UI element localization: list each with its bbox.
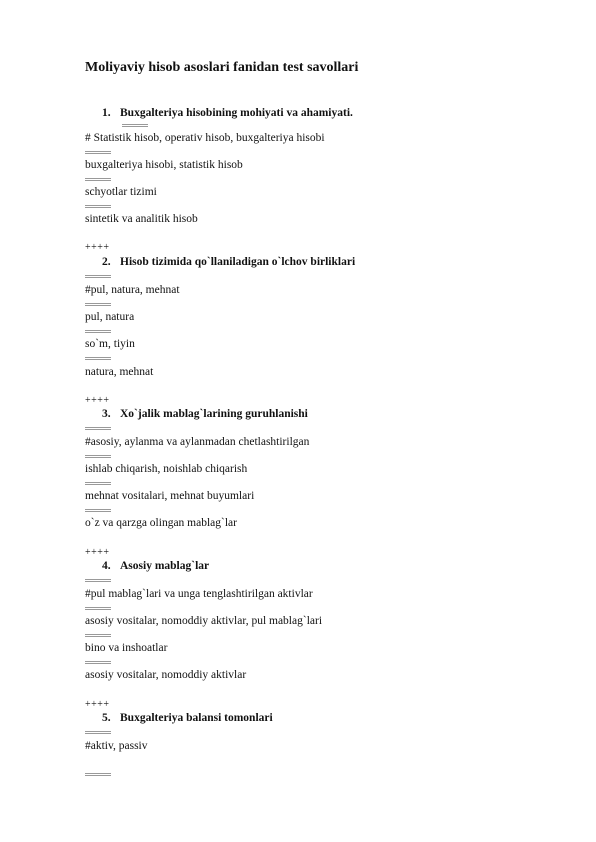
answer-option: #pul mablag`lari va unga tenglashtirilgan aktivlar — [85, 588, 313, 600]
question-number: 2. — [102, 256, 111, 268]
separator — [85, 151, 111, 154]
separator — [85, 205, 111, 208]
question-number: 4. — [102, 560, 111, 572]
plus-marker: ++++ — [85, 242, 110, 253]
question-number: 5. — [102, 712, 111, 724]
answer-option: # Statistik hisob, operativ hisob, buxgalteriya hisobi — [85, 132, 325, 144]
separator — [85, 455, 111, 458]
separator — [85, 330, 111, 333]
answer-option: ishlab chiqarish, noishlab chiqarish — [85, 463, 248, 475]
separator — [85, 579, 111, 582]
answer-option: schyotlar tizimi — [85, 186, 157, 198]
question-number: 3. — [102, 408, 111, 420]
separator — [85, 303, 111, 306]
question-text: Buxgalteriya hisobining mohiyati va ahamiyati. — [120, 107, 353, 119]
question-number: 1. — [102, 107, 111, 119]
separator — [85, 634, 111, 637]
plus-marker: ++++ — [85, 395, 110, 406]
question-2 — [102, 256, 355, 268]
question-text: Buxgalteriya balansi tomonlari — [120, 712, 273, 724]
answer-option: buxgalteriya hisobi, statistik hisob — [85, 159, 243, 171]
answer-option: pul, natura — [85, 311, 135, 323]
separator — [85, 731, 111, 734]
separator — [85, 482, 111, 485]
answer-option: asosiy vositalar, nomoddiy aktivlar, pul mablag`lari — [85, 615, 323, 627]
question-text: Xo`jalik mablag`larining guruhlanishi — [120, 408, 308, 420]
separator — [85, 357, 111, 360]
plus-marker: ++++ — [85, 547, 110, 558]
answer-option: asosiy vositalar, nomoddiy aktivlar — [85, 669, 247, 681]
page-title: Moliyaviy hisob asoslari fanidan test savollari — [85, 60, 359, 75]
separator — [85, 178, 111, 181]
answer-option: sintetik va analitik hisob — [85, 213, 198, 225]
question-1 — [102, 107, 353, 119]
answer-option: #aktiv, passiv — [85, 740, 148, 752]
separator — [85, 661, 111, 664]
plus-marker: ++++ — [85, 699, 110, 710]
answer-option: #asosiy, aylanma va aylanmadan chetlashtirilgan — [85, 436, 310, 448]
separator — [122, 124, 148, 127]
question-5 — [102, 712, 273, 724]
separator — [85, 773, 111, 776]
answer-option: #pul, natura, mehnat — [85, 284, 180, 296]
answer-option: o`z va qarzga olingan mablag`lar — [85, 517, 237, 529]
answer-option: natura, mehnat — [85, 366, 154, 378]
question-3 — [102, 408, 308, 420]
answer-option: so`m, tiyin — [85, 338, 135, 350]
separator — [85, 607, 111, 610]
question-4 — [102, 560, 209, 572]
answer-option: bino va inshoatlar — [85, 642, 168, 654]
answer-option: mehnat vositalari, mehnat buyumlari — [85, 490, 255, 502]
question-text: Hisob tizimida qo`llaniladigan o`lchov birliklari — [120, 256, 356, 268]
question-text: Asosiy mablag`lar — [120, 560, 210, 572]
separator — [85, 275, 111, 278]
separator — [85, 509, 111, 512]
separator — [85, 427, 111, 430]
